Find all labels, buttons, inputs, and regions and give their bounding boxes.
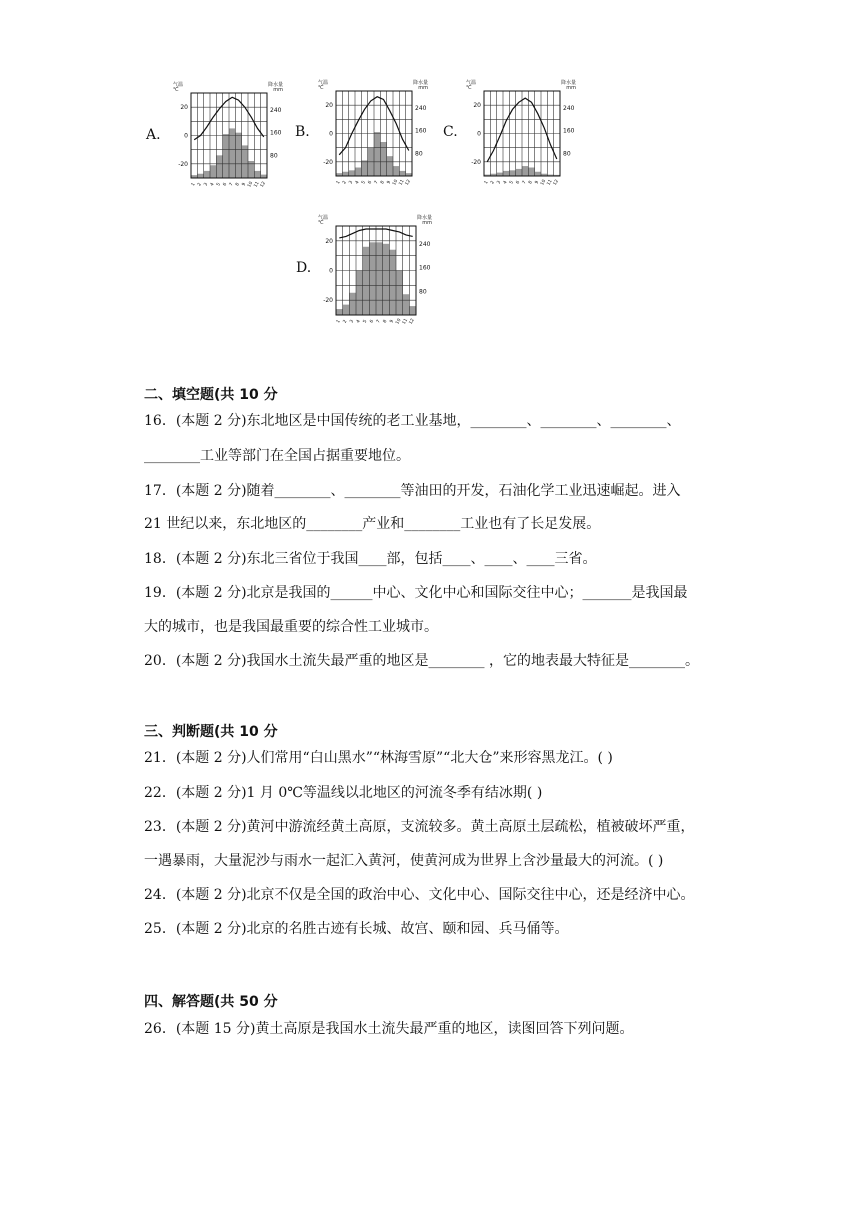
precip-tick-label: 80 bbox=[270, 152, 278, 160]
precip-tick-label: 160 bbox=[419, 264, 431, 272]
climate-chart-c-svg bbox=[463, 78, 579, 190]
precip-bar bbox=[396, 271, 403, 316]
precip-bar bbox=[389, 250, 396, 315]
month-tick-label: 8 bbox=[380, 180, 386, 186]
question-17-line2: 21 世纪以来，东北地区的________产业和________工业也有了长足发展。 bbox=[144, 516, 601, 532]
precip-bar bbox=[393, 166, 399, 176]
month-tick-label: 11 bbox=[546, 179, 554, 187]
precip-axis-unit: mm bbox=[422, 220, 432, 226]
precip-tick-label: 80 bbox=[563, 150, 571, 158]
month-tick-label: 7 bbox=[228, 182, 235, 188]
precip-bar bbox=[503, 171, 509, 176]
precip-bar bbox=[409, 306, 416, 315]
question-23-line1: 23．(本题 2 分)黄河中游流经黄土高原，支流较多。黄土高原土层疏松，植被破坏严重， bbox=[144, 819, 695, 835]
section4-title: 四、解答题(共 50 分 bbox=[144, 994, 278, 1010]
precip-bar bbox=[210, 165, 216, 178]
temp-axis-unit: ℃ bbox=[318, 85, 324, 91]
section2-title: 二、填空题(共 10 分 bbox=[144, 387, 278, 403]
precip-axis-title: 降水量 bbox=[416, 215, 432, 221]
month-tick-label: 12 bbox=[404, 179, 412, 187]
month-tick-label: 8 bbox=[235, 182, 241, 188]
month-tick-label: 7 bbox=[373, 180, 380, 186]
temp-tick-label: 20 bbox=[325, 102, 333, 110]
month-tick-label: 7 bbox=[376, 319, 382, 325]
option-a-label: A. bbox=[146, 127, 161, 143]
temp-tick-label: 20 bbox=[325, 237, 333, 245]
temp-tick-label: 0 bbox=[329, 130, 333, 138]
temp-axis-title: 气温 bbox=[318, 215, 329, 221]
temp-axis-unit: ℃ bbox=[466, 85, 472, 91]
month-tick-label: 1 bbox=[335, 180, 342, 186]
question-19-line2: 大的城市，也是我国最重要的综合性工业城市。 bbox=[144, 619, 438, 635]
temp-axis-title: 气温 bbox=[466, 80, 477, 86]
month-tick-label: 8 bbox=[528, 180, 534, 186]
climate-chart-c bbox=[463, 78, 579, 190]
question-26: 26．(本题 15 分)黄土高原是我国水土流失最严重的地区，读图回答下列问题。 bbox=[144, 1021, 634, 1037]
precip-bar bbox=[535, 172, 541, 176]
precip-bar bbox=[380, 142, 386, 176]
month-tick-label: 9 bbox=[389, 319, 396, 325]
month-tick-label: 4 bbox=[209, 182, 216, 188]
month-tick-label: 10 bbox=[540, 179, 548, 187]
precip-bar bbox=[242, 145, 248, 178]
month-tick-label: 2 bbox=[197, 182, 203, 188]
temp-tick-label: 20 bbox=[473, 102, 481, 110]
temp-axis-unit: ℃ bbox=[318, 220, 324, 226]
temp-tick-label: -20 bbox=[471, 158, 481, 166]
month-tick-label: 1 bbox=[483, 180, 490, 186]
precip-bar bbox=[497, 173, 503, 176]
temp-tick-label: 0 bbox=[477, 130, 481, 138]
question-16-line1: 16．(本题 2 分)东北地区是中国传统的老工业基地，________、________、________、 bbox=[144, 413, 681, 429]
month-tick-label: 3 bbox=[203, 182, 210, 188]
precip-bar bbox=[522, 166, 528, 176]
month-tick-label: 4 bbox=[354, 180, 361, 186]
option-c-label: C. bbox=[443, 124, 458, 140]
month-tick-label: 11 bbox=[398, 179, 406, 187]
precip-bar bbox=[516, 169, 522, 176]
month-tick-label: 8 bbox=[382, 319, 389, 325]
precip-tick-label: 160 bbox=[415, 127, 427, 135]
precip-tick-label: 160 bbox=[270, 129, 282, 137]
question-16-line2: ________工业等部门在全国占据重要地位。 bbox=[144, 448, 410, 464]
precip-tick-label: 80 bbox=[415, 150, 423, 158]
precip-bar bbox=[376, 242, 383, 315]
precip-axis-title: 降水量 bbox=[267, 82, 283, 88]
month-tick-label: 5 bbox=[361, 180, 367, 186]
precip-bar bbox=[374, 132, 380, 176]
precip-axis-unit: mm bbox=[566, 85, 576, 91]
temp-tick-label: 0 bbox=[329, 267, 333, 275]
precip-bar bbox=[528, 168, 534, 177]
month-tick-label: 7 bbox=[521, 180, 528, 186]
question-24: 24．(本题 2 分)北京不仅是全国的政治中心、文化中心、国际交往中心，还是经济中心。 bbox=[144, 887, 695, 903]
precip-axis-title: 降水量 bbox=[412, 80, 428, 86]
question-23-line2: 一遇暴雨，大量泥沙与雨水一起汇入黄河，使黄河成为世界上含沙量最大的河流。( ) bbox=[144, 853, 664, 869]
precip-bar bbox=[509, 170, 515, 176]
precip-bar bbox=[254, 171, 260, 178]
precip-bar bbox=[355, 168, 361, 177]
precip-axis-unit: mm bbox=[418, 85, 428, 91]
precip-bar bbox=[356, 271, 363, 316]
month-tick-label: 5 bbox=[216, 182, 222, 188]
climate-chart-a-svg bbox=[170, 80, 286, 192]
month-tick-label: 11 bbox=[401, 318, 410, 326]
month-tick-label: 9 bbox=[241, 182, 248, 188]
precip-tick-label: 160 bbox=[563, 127, 575, 135]
month-tick-label: 1 bbox=[190, 182, 197, 188]
month-tick-label: 6 bbox=[369, 319, 376, 325]
precip-axis-title: 降水量 bbox=[560, 80, 576, 86]
temp-tick-label: 20 bbox=[180, 104, 188, 112]
month-tick-label: 3 bbox=[349, 319, 356, 325]
precip-bar bbox=[223, 134, 229, 178]
precip-tick-label: 240 bbox=[419, 240, 431, 248]
month-tick-label: 2 bbox=[342, 319, 349, 325]
precip-bar bbox=[229, 128, 235, 178]
precip-bar bbox=[387, 156, 393, 176]
climate-chart-d-svg bbox=[315, 213, 435, 329]
question-25: 25．(本题 2 分)北京的名胜古迹有长城、故宫、颐和园、兵马俑等。 bbox=[144, 921, 569, 937]
precip-bar bbox=[349, 170, 355, 176]
section3-title: 三、判断题(共 10 分 bbox=[144, 724, 278, 740]
precip-bar bbox=[361, 160, 367, 176]
precip-tick-label: 240 bbox=[415, 105, 427, 112]
precip-bar bbox=[342, 172, 348, 176]
temp-axis-unit: ℃ bbox=[173, 87, 179, 93]
option-d-label: D. bbox=[296, 260, 312, 276]
temp-axis-title: 气温 bbox=[318, 80, 329, 86]
month-tick-label: 10 bbox=[247, 181, 255, 189]
month-tick-label: 2 bbox=[490, 180, 496, 186]
month-tick-label: 3 bbox=[348, 180, 355, 186]
precip-bar bbox=[349, 293, 356, 315]
month-tick-label: 3 bbox=[496, 180, 503, 186]
precip-bar bbox=[343, 305, 350, 315]
precip-bar bbox=[204, 171, 210, 178]
question-22: 22．(本题 2 分)1 月 0℃等温线以北地区的河流冬季有结冰期( ) bbox=[144, 785, 543, 801]
precip-bar bbox=[399, 171, 405, 176]
climate-chart-a bbox=[170, 80, 286, 192]
month-tick-label: 9 bbox=[386, 180, 393, 186]
temp-tick-label: 0 bbox=[184, 132, 188, 140]
month-tick-label: 5 bbox=[509, 180, 515, 186]
month-tick-label: 4 bbox=[502, 180, 509, 186]
climate-chart-d bbox=[315, 213, 435, 329]
temp-axis-title: 气温 bbox=[173, 82, 184, 88]
question-21: 21．(本题 2 分)人们常用“白山黑水”“林海雪原”“北大仓”来形容黑龙江。( ) bbox=[144, 750, 613, 766]
temp-tick-label: -20 bbox=[323, 297, 333, 305]
month-tick-label: 6 bbox=[367, 180, 374, 186]
precip-bar bbox=[216, 155, 222, 178]
month-tick-label: 12 bbox=[259, 181, 267, 189]
month-tick-label: 6 bbox=[515, 180, 522, 186]
temp-tick-label: -20 bbox=[178, 160, 188, 168]
month-tick-label: 9 bbox=[534, 180, 541, 186]
question-18: 18．(本题 2 分)东北三省位于我国____部，包括____、____、____三省。 bbox=[144, 551, 597, 567]
month-tick-label: 6 bbox=[222, 182, 229, 188]
month-tick-label: 12 bbox=[552, 179, 560, 187]
question-20: 20．(本题 2 分)我国水土流失最严重的地区是________ ，它的地表最大特征是________。 bbox=[144, 653, 699, 669]
precip-bar bbox=[369, 242, 376, 315]
month-tick-label: 10 bbox=[395, 318, 403, 326]
month-tick-label: 11 bbox=[253, 181, 261, 189]
precip-tick-label: 240 bbox=[270, 107, 282, 114]
month-tick-label: 5 bbox=[362, 319, 369, 325]
climate-chart-b bbox=[315, 78, 431, 190]
temp-tick-label: -20 bbox=[323, 158, 333, 166]
precip-tick-label: 240 bbox=[563, 105, 575, 112]
precip-bar bbox=[363, 247, 370, 315]
precip-bar bbox=[261, 175, 267, 178]
precip-bar bbox=[403, 294, 410, 315]
month-tick-label: 10 bbox=[392, 179, 400, 187]
question-19-line1: 19．(本题 2 分)北京是我国的______中心、文化中心和国际交往中心；_______是我国最 bbox=[144, 585, 688, 601]
precip-bar bbox=[336, 309, 343, 315]
precip-bar bbox=[235, 133, 241, 178]
precip-bar bbox=[383, 244, 390, 315]
month-tick-label: 1 bbox=[336, 319, 342, 325]
option-b-label: B. bbox=[295, 124, 310, 140]
climate-chart-b-svg bbox=[315, 78, 431, 190]
question-17-line1: 17．(本题 2 分)随着________、________等油田的开发，石油化学工业迅速崛起。进入 bbox=[144, 483, 681, 499]
month-tick-label: 2 bbox=[342, 180, 348, 186]
precip-axis-unit: mm bbox=[273, 87, 283, 93]
precip-bar bbox=[197, 174, 203, 178]
month-tick-label: 4 bbox=[356, 319, 362, 325]
precip-tick-label: 80 bbox=[419, 288, 427, 296]
month-tick-label: 12 bbox=[408, 318, 416, 326]
